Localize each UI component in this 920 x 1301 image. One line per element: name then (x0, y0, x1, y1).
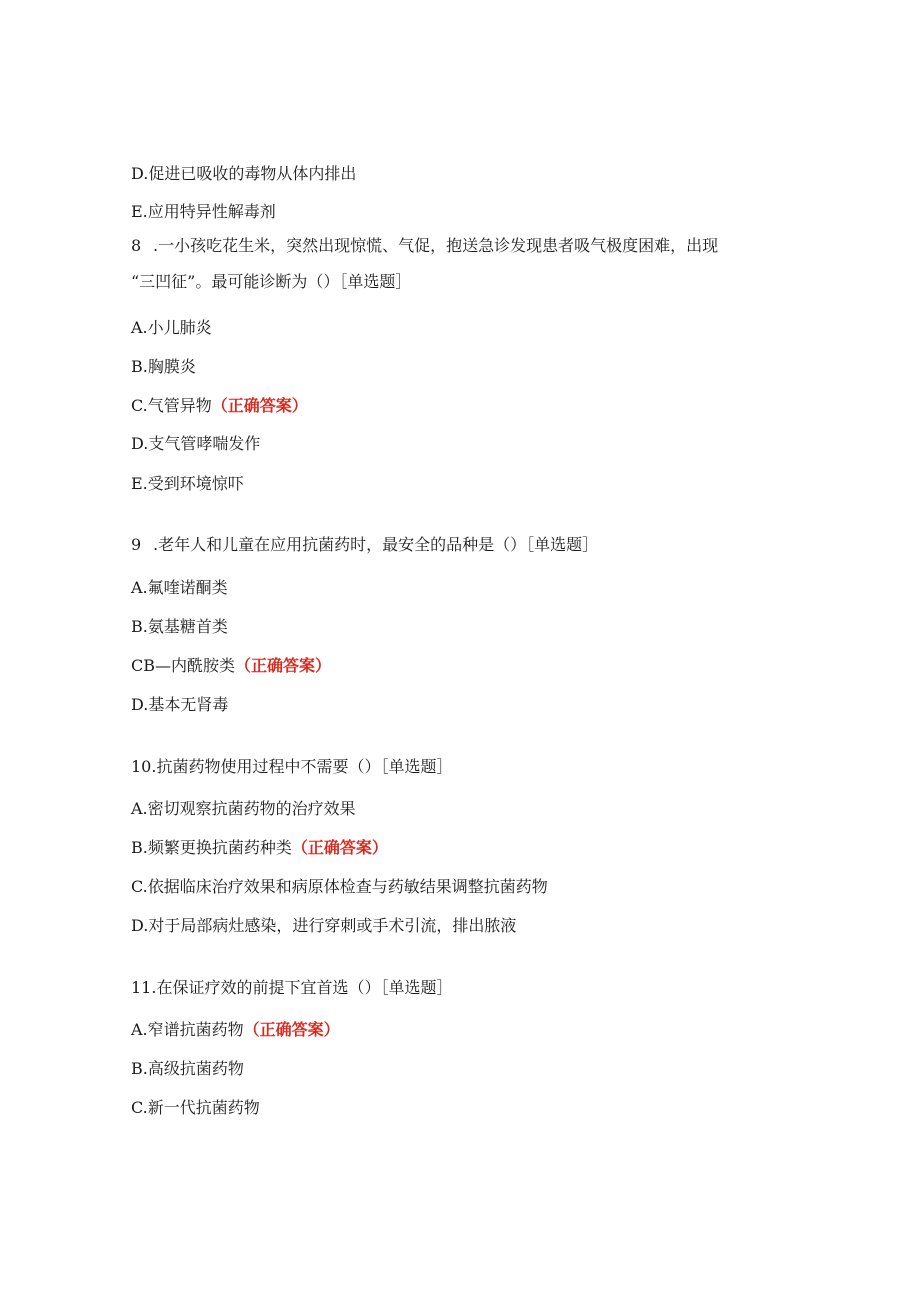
question-stem-text: 11.在保证疗效的前提下宜首选（）［单选题］ (131, 978, 453, 997)
option-text: E.受到环境惊吓 (131, 474, 244, 493)
question-stem (131, 757, 452, 777)
option-line (131, 434, 260, 454)
question-stem (131, 535, 598, 555)
option-line (131, 164, 356, 184)
option-line (131, 474, 244, 494)
option-text: A.氟喹诺酮类 (131, 578, 228, 597)
option-line (131, 799, 356, 819)
option-text: D.促进已吸收的毒物从体内排出 (131, 164, 357, 183)
correct-answer-marker: （正确答案） (291, 838, 388, 857)
option-line (131, 318, 212, 338)
option-line (131, 838, 388, 858)
option-line (131, 617, 228, 637)
correct-answer-marker: （正确答案） (235, 656, 332, 675)
option-text: C.依据临床治疗效果和病原体检查与药敏结果调整抗菌药物 (131, 877, 548, 896)
option-line (131, 396, 308, 416)
option-line (131, 357, 196, 377)
option-text: B.频繁更换抗菌药种类 (131, 838, 292, 857)
option-line (131, 1020, 340, 1040)
question-stem-continuation (131, 272, 411, 292)
option-text: D.对于局部病灶感染，进行穿刺或手术引流，排出脓液 (131, 916, 517, 935)
option-text: A.密切观察抗菌药物的治疗效果 (131, 799, 356, 818)
option-line (131, 202, 276, 222)
option-text: A.窄谱抗菌药物 (131, 1020, 244, 1039)
correct-answer-marker: （正确答案） (243, 1020, 340, 1039)
option-line (131, 877, 548, 897)
option-text: D.基本无肾毒 (131, 695, 229, 714)
option-line (131, 1059, 244, 1079)
option-line (131, 656, 331, 676)
option-text: B.胸膜炎 (131, 357, 196, 376)
question-number: 9 (131, 535, 142, 554)
question-stem-text: 10.抗菌药物使用过程中不需要（）［单选题］ (131, 757, 453, 776)
option-text: C.气管异物 (131, 396, 212, 415)
option-text: A.小儿肺炎 (131, 318, 212, 337)
question-stem (131, 978, 452, 998)
question-stem-text: “三凹征”。最可能诊断为（）［单选题］ (131, 272, 412, 291)
option-text: D.支气管哮喘发作 (131, 434, 261, 453)
question-stem-text: .老年人和儿童在应用抗菌药时，最安全的品种是（）［单选题］ (153, 535, 599, 554)
option-line (131, 916, 516, 936)
option-text: CB—内酰胺类 (131, 656, 236, 675)
option-line (131, 578, 228, 598)
option-text: B.高级抗菌药物 (131, 1059, 244, 1078)
correct-answer-marker: （正确答案） (211, 396, 308, 415)
question-number: 8 (131, 236, 142, 255)
question-stem-text: .一小孩吃花生米，突然出现惊慌、气促，抱送急诊发现患者吸气极度困难，出现 (153, 236, 719, 255)
option-text: C.新一代抗菌药物 (131, 1098, 260, 1117)
option-text: E.应用特异性解毒剂 (131, 202, 276, 221)
option-line (131, 695, 228, 715)
option-line (131, 1098, 260, 1118)
question-stem (131, 236, 718, 256)
option-text: B.氨基糖首类 (131, 617, 228, 636)
